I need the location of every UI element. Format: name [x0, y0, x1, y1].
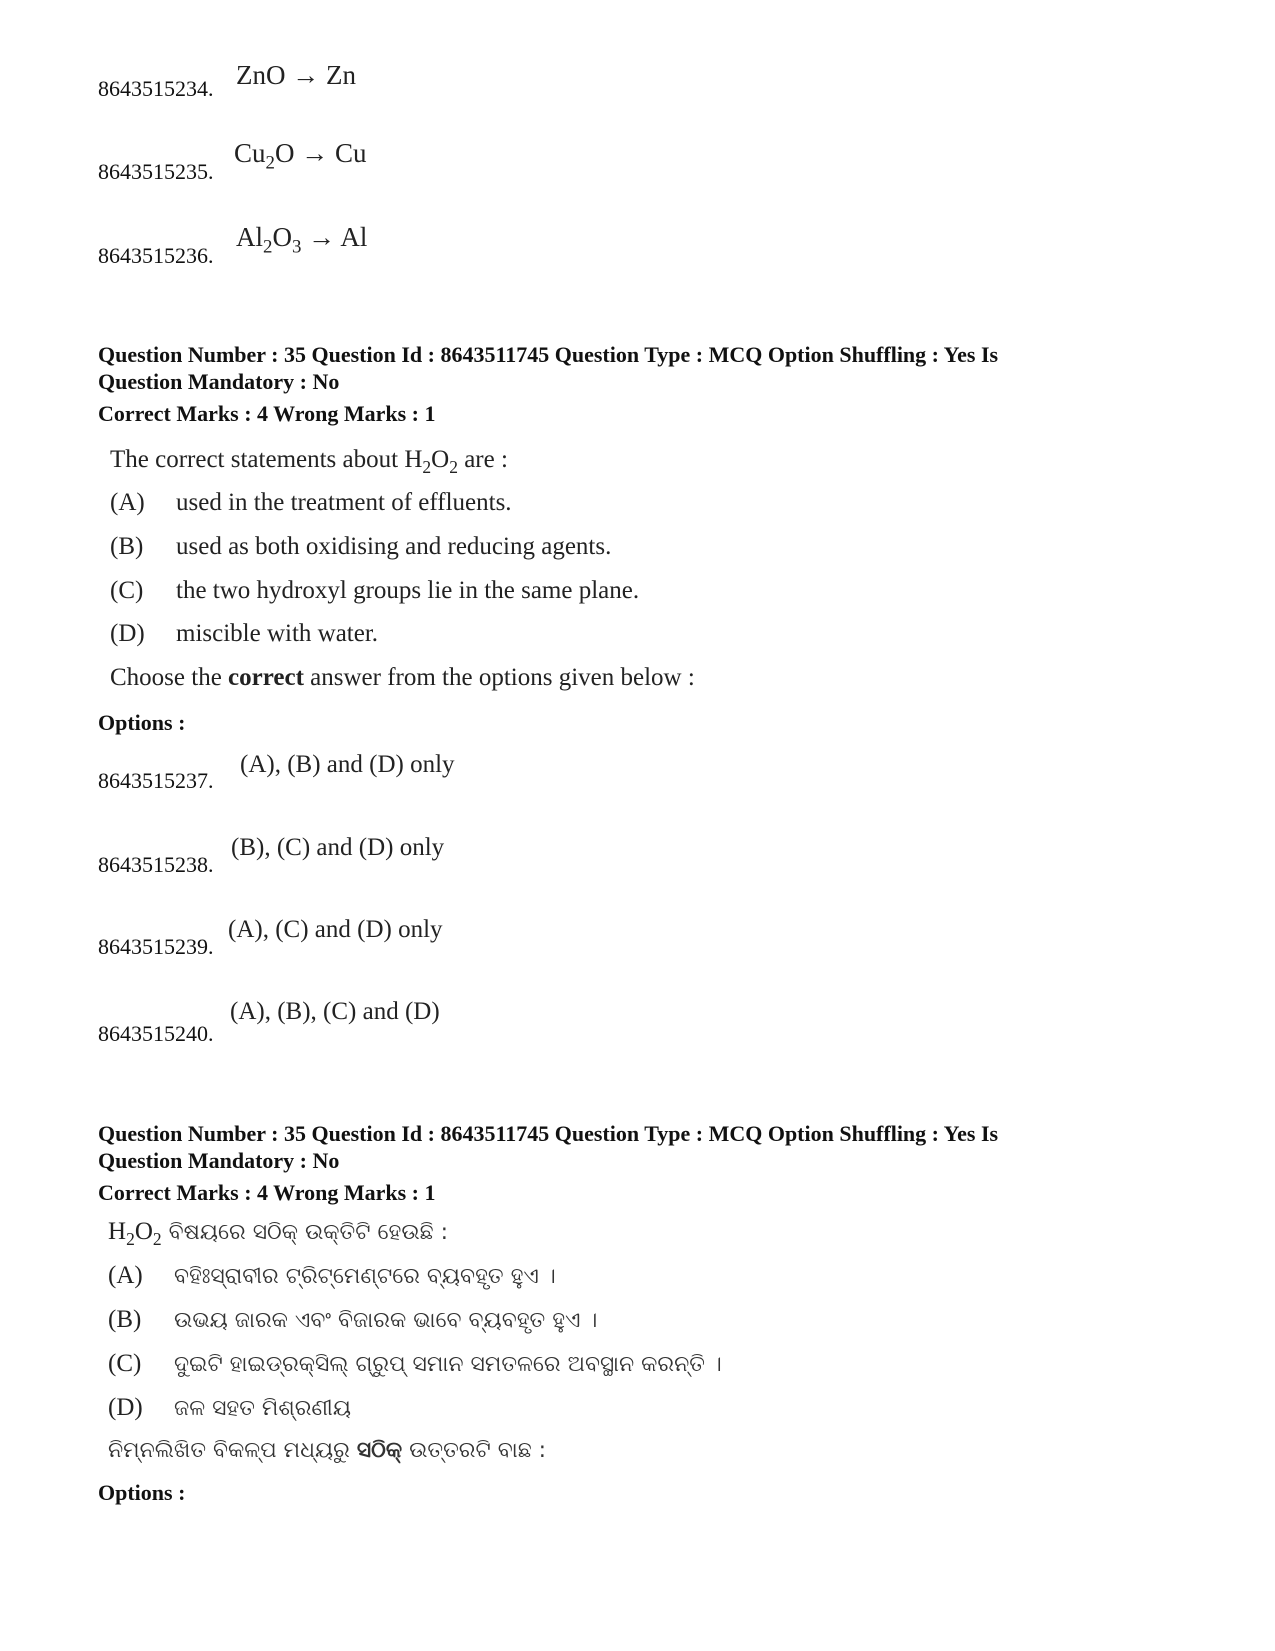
statement-item: (D) miscible with water.	[110, 620, 379, 647]
choose-instruction: ନିମ୍ନଲିଖିତ ବିକଳ୍ପ ମଧ୍ୟରୁ ସଠିକ୍ ଉତ୍ତରଟି ବାଛ :	[108, 1438, 547, 1463]
option-id: 8643515239.	[98, 934, 214, 959]
statement-item: (B) used as both oxidising and reducing agents.	[110, 533, 612, 560]
option-id: 8643515235.	[98, 159, 214, 184]
statement-item: (A) ବହିଃସ୍ରାବୀର ଟ୍ରିଟ୍‌ମେଣ୍ଟରେ ବ୍ୟବହୃତ ହୁଏ ।	[108, 1262, 556, 1289]
statement-item: (C) ଦୁଇଟି ହାଇଡ୍ରକ୍ସିଲ୍ ଗ୍ରୁପ୍ ସମାନ ସମତଳରେ ଅବସ୍ଥାନ କରନ୍ତି ।	[108, 1350, 722, 1377]
option-equation: $Al_2O_3 \to Al$	[236, 222, 368, 258]
option-text: (A), (B), (C) and (D)	[230, 998, 440, 1025]
option-text: (A), (B) and (D) only	[240, 751, 455, 778]
statement-item: (C) the two hydroxyl groups lie in the same plane.	[110, 577, 640, 604]
statement-item: (A) used in the treatment of effluents.	[110, 489, 512, 516]
statement-item: (D) ଜଳ ସହତ ମିଶ୍ରଣୀୟ	[108, 1394, 352, 1421]
question-mandatory: Question Mandatory : No	[98, 1148, 340, 1173]
option-equation: $Cu_2O \to Cu$	[234, 138, 367, 174]
question-header: Question Number : 35 Question Id : 8643511745 Question Type : MCQ Option Shuffling : Yes Is	[98, 1121, 999, 1146]
option-text: (B), (C) and (D) only	[231, 834, 445, 861]
option-id: 8643515234.	[98, 76, 214, 101]
option-id: 8643515236.	[98, 243, 214, 268]
option-id: 8643515237.	[98, 768, 214, 793]
options-label: Options :	[98, 710, 186, 735]
question-mandatory: Question Mandatory : No	[98, 369, 340, 394]
statement-item: (B) ଉଭୟ ଜାରକ ଏବଂ ବିଜାରକ ଭାବେ ବ୍ୟବହୃତ ହୁଏ ।	[108, 1306, 598, 1333]
question-marks: Correct Marks : 4 Wrong Marks : 1	[98, 401, 436, 426]
option-equation: ZnO → Zn	[236, 60, 356, 90]
question-intro: The correct statements about $H_2O_2$ are :	[110, 446, 508, 478]
option-id: 8643515238.	[98, 852, 214, 877]
question-intro: $H_2O_2$ ବିଷୟରେ ସଠିକ୍ ଉକ୍ତିଟି ହେଉଛି :	[108, 1218, 449, 1250]
question-marks: Correct Marks : 4 Wrong Marks : 1	[98, 1180, 436, 1205]
options-label: Options :	[98, 1480, 186, 1505]
option-id: 8643515240.	[98, 1021, 214, 1046]
question-header: Question Number : 35 Question Id : 8643511745 Question Type : MCQ Option Shuffling : Yes Is	[98, 342, 999, 367]
option-text: (A), (C) and (D) only	[228, 916, 443, 943]
choose-instruction: Choose the correct answer from the options given below :	[110, 664, 695, 691]
